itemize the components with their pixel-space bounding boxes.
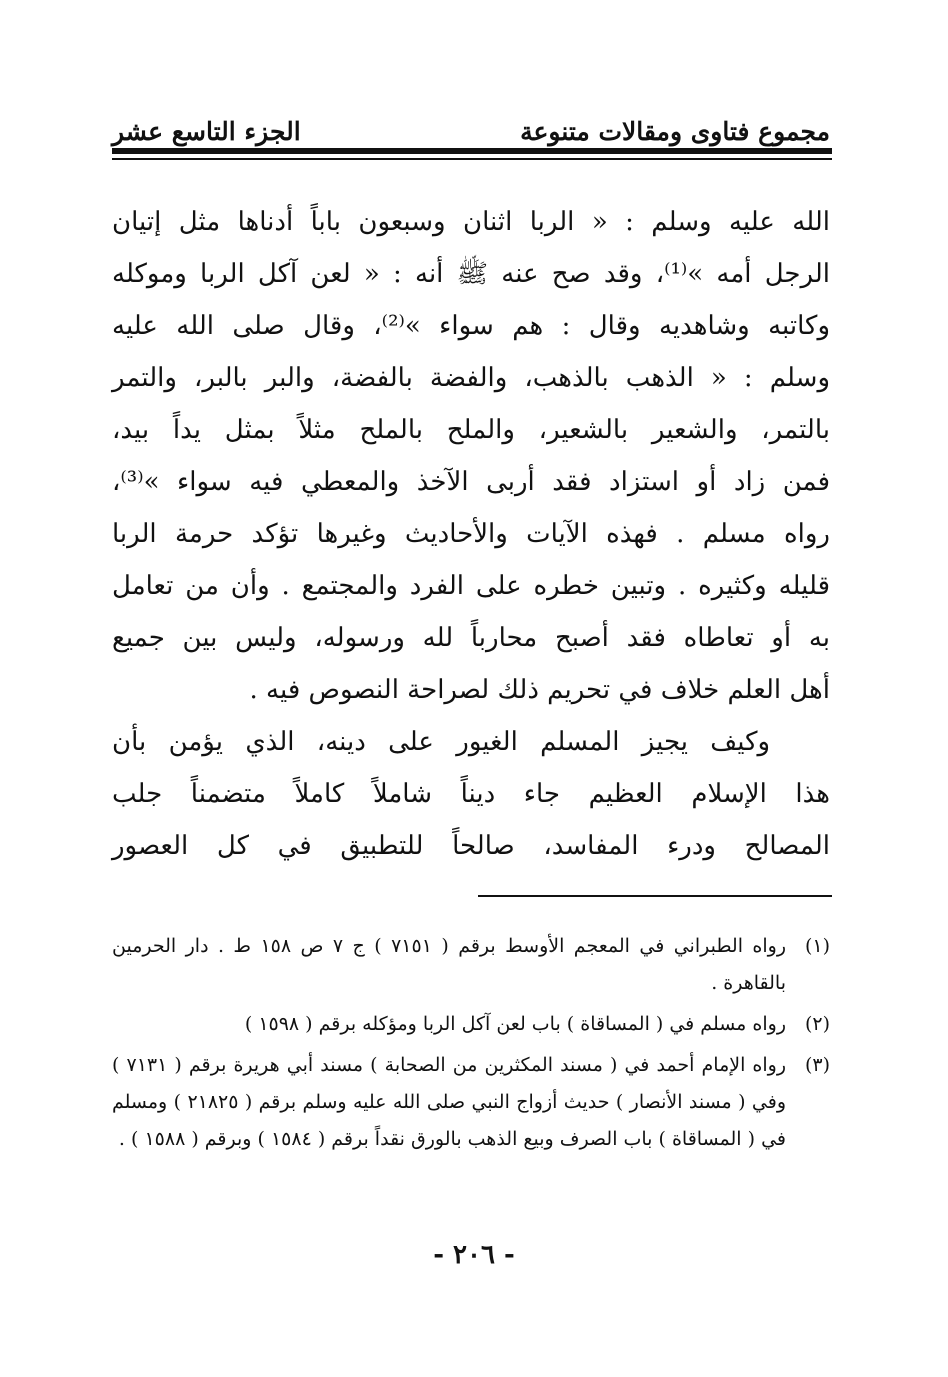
body-line: الرجل أمه »⁽¹⁾، وقد صح عنه ﷺ أنه : « لعن آكل الربا وموكله — [112, 259, 830, 289]
body-line: فمن زاد أو استزاد فقد أربى الآخذ والمعطي فيه سواء »⁽³⁾، — [112, 467, 830, 497]
body-line: قليله وكثيره . وتبين خطره على الفرد والمجتمع . وأن من تعامل — [112, 571, 830, 601]
body-line: أهل العلم خلاف في تحريم ذلك لصراحة النصوص فيه . — [249, 675, 830, 705]
footnote-separator — [478, 895, 832, 897]
footnotes — [112, 928, 830, 1162]
page-number: - ٢٠٦ - — [433, 1240, 515, 1270]
footnote-text: رواه الطبراني في المعجم الأوسط برقم ( ٧١٥١ ) ج ٧ ص ١٥٨ ط . دار الحرمين بالقاهرة . — [112, 935, 786, 994]
footnote-text: رواه الإمام أحمد في ( مسند المكثرين من الصحابة ) مسند أبي هريرة برقم ( ٧١٣١ ) وفي ( مسند الأنصار ) حديث أزواج النبي صلى الله عليه وسلم برقم ( ٢١٨٢٥ ) ومسلم في ( المساقاة ) باب الصرف وبيع الذهب بالورق نقداً برقم ( ١٥٨٤ ) وبرقم ( ١٥٨٨ ) . — [112, 1054, 787, 1150]
body-line: رواه مسلم . فهذه الآيات والأحاديث وغيرها تؤكد حرمة الربا — [112, 519, 830, 549]
body-line: هذا الإسلام العظيم جاء ديناً شاملاً كاملاً متضمناً جلب — [112, 779, 830, 809]
body-text — [112, 196, 830, 872]
header-rule-thin — [112, 158, 832, 160]
body-line: وسلم : « الذهب بالذهب، والفضة بالفضة، والبر بالبر، والتمر — [112, 363, 830, 393]
header-rule-thick — [112, 148, 832, 154]
body-line: بالتمر، والشعير بالشعير، والملح بالملح مثلاً بمثل يداً بيد، — [112, 415, 830, 445]
running-header — [112, 104, 830, 144]
volume-title: الجزء التاسع عشر — [112, 117, 301, 146]
body-line: الله عليه وسلم : « الربا اثنان وسبعون باباً أدناها مثل إتيان — [112, 207, 830, 237]
book-title: مجموع فتاوى ومقالات متنوعة — [520, 117, 830, 146]
body-line: وكاتبه وشاهديه وقال : هم سواء »⁽²⁾، وقال صلى الله عليه — [112, 311, 830, 341]
footnote-text: رواه مسلم في ( المساقاة ) باب لعن آكل الربا ومؤكله برقم ( ١٥٩٨ ) — [244, 1013, 786, 1035]
footnote-item — [112, 1047, 830, 1158]
footnote-number: (٢) — [804, 1013, 830, 1035]
body-line: به أو تعاطاه فقد أصبح محارباً لله ورسوله، وليس بين جميع — [112, 623, 830, 653]
footnote-number: (١) — [804, 935, 830, 957]
footnote-item — [112, 1006, 830, 1043]
footnote-number: (٣) — [804, 1054, 830, 1076]
body-line: المصالح ودرء المفاسد، صالحاً للتطبيق في كل العصور — [112, 831, 830, 861]
footnote-item — [112, 928, 830, 1002]
body-line: وكيف يجيز المسلم الغيور على دينه، الذي يؤمن بأن — [112, 727, 770, 757]
